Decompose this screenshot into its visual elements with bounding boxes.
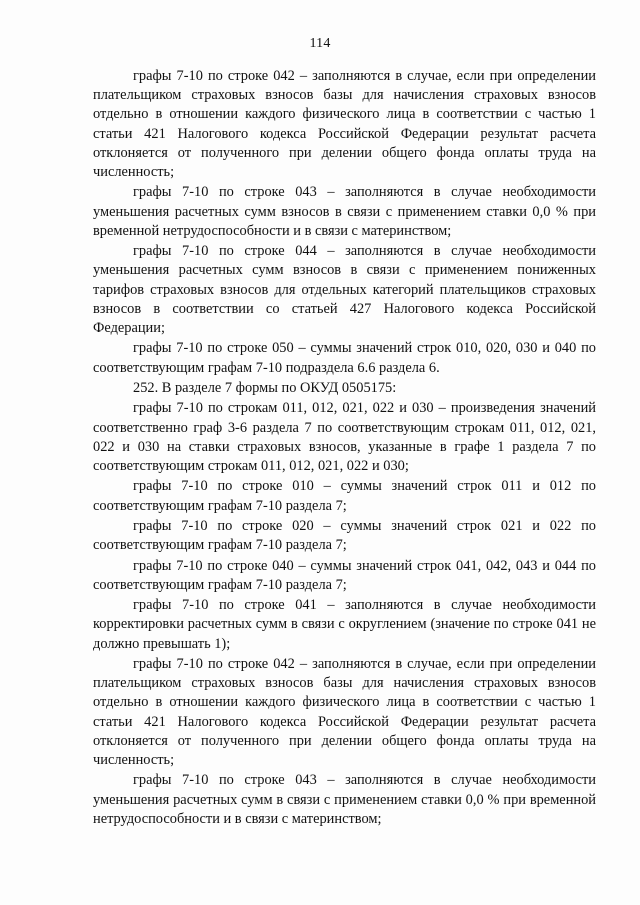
paragraph: графы 7-10 по строке 041 – заполняются в случае необходимости корректировки расчетных сумм в связи с округлением (значение по строке 041 не должно превышать 1); [93,597,596,652]
section-heading: 252. В разделе 7 формы по ОКУД 0505175: [133,380,397,396]
paragraph: графы 7-10 по строке 042 – заполняются в случае, если при определении плательщиком страховых взносов базы для начисления страховых взносов отдельно в отношении каждого физического лица в соответствии с частью 1 статьи 421 Налогового кодекса Российской Федерации результат расчета отклоняется от полученного при делении общего фонда оплаты труда на численность; [93,655,596,768]
paragraph: графы 7-10 по строке 020 – суммы значений строк 021 и 022 по соответствующим графам 7-10 раздела 7; [93,517,596,554]
paragraph: графы 7-10 по строке 043 – заполняются в случае необходимости уменьшения расчетных сумм взносов в связи с применением ставки 0,0 % при временной нетрудоспособности и в связи с материнством; [93,184,596,239]
paragraph: графы 7-10 по строке 040 – суммы значений строк 041, 042, 043 и 044 по соответствующим графам 7-10 раздела 7; [93,557,596,593]
paragraph: графы 7-10 по строке 010 – суммы значений строк 011 и 012 по соответствующим графам 7-10 раздела 7; [93,478,596,514]
paragraph: графы 7-10 по строке 050 – суммы значений строк 010, 020, 030 и 040 по соответствующим графам 7-10 подраздела 6.6 раздела 6. [93,340,596,376]
paragraph: графы 7-10 по строкам 011, 012, 021, 022 и 030 – произведения значений соответственно граф 3-6 раздела 7 по соответствующим строкам 011, 012, 021, 022 и 030 на ставки страховых взносов, указанные в графе 1 раздела 7 по соответствующим строкам 011, 012, 021, 022 и 030; [93,400,596,474]
document-body [93,67,596,829]
paragraph: графы 7-10 по строке 043 – заполняются в случае необходимости уменьшения расчетных сумм в связи с применением ставки 0,0 % при временной нетрудоспособности и в связи с материнством; [93,772,596,827]
page-number: 114 [309,36,331,51]
paragraph: графы 7-10 по строке 044 – заполняются в случае необходимости уменьшения расчетных сумм взносов в связи с применением пониженных тарифов страховых взносов для отдельных категорий плательщиков страховых взносов в соответствии со статьей 427 Налогового кодекса Российской Федерации; [93,243,596,337]
paragraph: графы 7-10 по строке 042 – заполняются в случае, если при определении плательщиком страховых взносов базы для начисления страховых взносов отдельно в отношении каждого физического лица в соответствии с частью 1 статьи 421 Налогового кодекса Российской Федерации результат расчета отклоняется от полученного при делении общего фонда оплаты труда на численность; [93,68,596,181]
